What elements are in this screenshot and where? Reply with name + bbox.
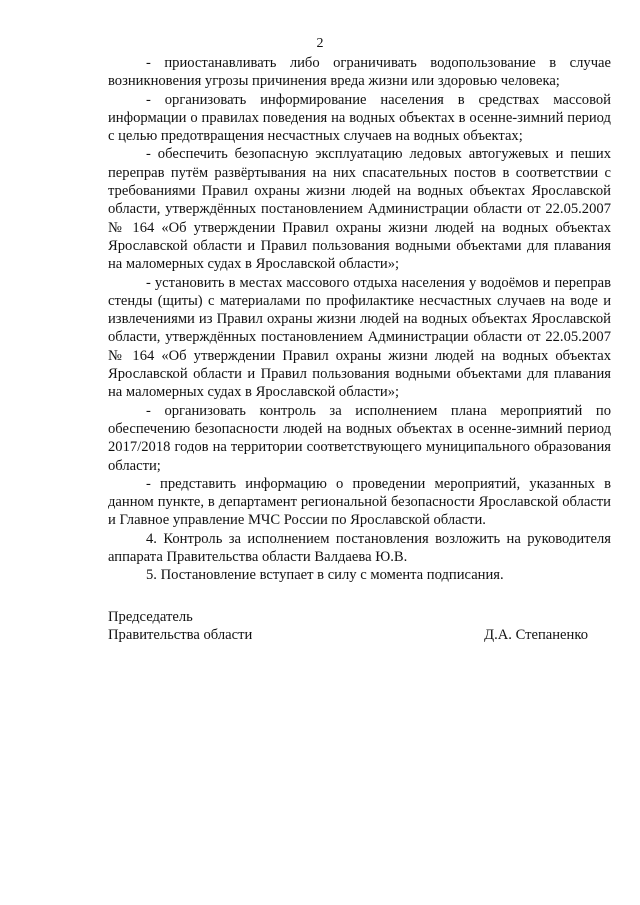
paragraph-organize-control: - организовать контроль за исполнением плана мероприятий по обеспечению безопасности людей на водных объектах в осенне-зимний период 2017/2018 годов на территории соответствующего муниципального образования области; <box>108 402 611 474</box>
signatory-title-line2: Правительства области <box>108 627 253 644</box>
signatory-title-line1: Председатель <box>108 609 193 625</box>
paragraph-ice-crossings: - обеспечить безопасную эксплуатацию ледовых автогужевых и пеших переправ путём развёртывания на них спасательных постов в соответствии с требованиями Правил охраны жизни людей на водных объектах Ярославской области, утверждённых постановлением Администрации области от 22.05.2007 № 164 «Об утверждении Правил охраны жизни людей на водных объектах Ярославской области и Правил пользования водными объектами для плавания на маломерных судах в Ярославской области»; <box>108 146 611 273</box>
paragraph-submit-information: - представить информацию о проведении мероприятий, указанных в данном пункте, в департамент региональной безопасности Ярославской области и Главное управление МЧС России по Ярославской области. <box>108 475 611 529</box>
paragraph-information-stands: - установить в местах массового отдыха населения у водоёмов и переправ стенды (щиты) с материалами по профилактике несчастных случаев на воде и извлечениями из Правил охраны жизни людей на водных объектах Ярославской области, утверждённых постановлением Администрации области от 22.05.2007 № 164 «Об утверждении Правил охраны жизни людей на водных объектах Ярославской области и Правил пользования водными объектами для плавания на маломерных судах в Ярославской области»; <box>108 274 611 401</box>
paragraph-item-5-effective: 5. Постановление вступает в силу с момента подписания. <box>146 567 504 584</box>
document-body <box>108 54 611 585</box>
page-number: 2 <box>316 36 324 51</box>
paragraph-inform-population: - организовать информирование населения в средствах массовой информации о правилах поведения на водных объектах в осенне-зимний период с целью предотвращения несчастных случаев на водных объектах; <box>108 91 611 145</box>
paragraph-item-4-control: 4. Контроль за исполнением постановления возложить на руководителя аппарата Правительства области Валдаева Ю.В. <box>108 530 611 566</box>
signature-line <box>108 626 588 644</box>
signatory-name: Д.А. Степаненко <box>484 627 588 644</box>
paragraph-suspend-water-use: - приостанавливать либо ограничивать водопользование в случае возникновения угрозы причинения вреда жизни или здоровью человека; <box>108 55 611 90</box>
signature-block <box>108 608 588 645</box>
